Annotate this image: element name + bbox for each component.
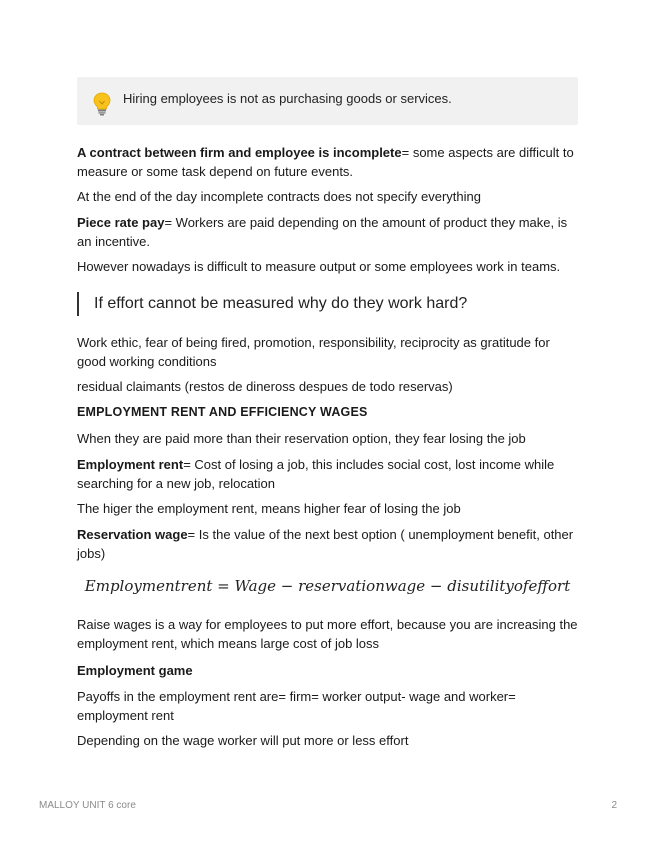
blockquote: If effort cannot be measured why do they work hard? xyxy=(77,292,467,316)
paragraph-higher: The higer the employment rent, means higher fear of losing the job xyxy=(77,501,461,516)
callout-text: Hiring employees is not as purchasing goods or services. xyxy=(123,90,452,106)
paragraph-depending: Depending on the wage worker will put more or less effort xyxy=(77,733,409,748)
tip-callout xyxy=(77,77,578,125)
subheading-employment-game: Employment game xyxy=(77,663,193,678)
definition-text: = Workers are paid depending on the amount of product they make, is an incentive. xyxy=(77,215,568,249)
paragraph-residual: residual claimants (restos de dineross despues de todo reservas) xyxy=(77,379,453,394)
definition-text: = Cost of losing a job, this includes social cost, lost income while searching for a new job, relocation xyxy=(77,457,555,491)
paragraph-piece-rate xyxy=(77,213,578,251)
math-formula: Employmentrent = Wage − reservationwage − disutilityofeffort xyxy=(84,577,571,595)
paragraph-however: However nowadays is difficult to measure output or some employees work in teams. xyxy=(77,259,561,274)
document-page xyxy=(77,77,578,748)
definition-text: = Is the value of the next best option ( unemployment benefit, other jobs) xyxy=(77,527,574,561)
term-piece-rate: Piece rate pay xyxy=(77,215,165,230)
section-heading: EMPLOYMENT RENT AND EFFICIENCY WAGES xyxy=(77,405,368,419)
paragraph-contract xyxy=(77,143,578,181)
paragraph-work-ethic: Work ethic, fear of being fired, promotion, responsibility, reciprocity as gratitude for good working conditions xyxy=(77,335,550,369)
footer-title: MALLOY UNIT 6 core xyxy=(39,800,136,811)
paragraph-employment-rent xyxy=(77,455,578,493)
term-employment-rent: Employment rent xyxy=(77,457,184,472)
paragraph-payoffs: Payoffs in the employment rent are= firm= worker output- wage and worker= employment rent xyxy=(77,689,516,723)
paragraph-end-of-day: At the end of the day incomplete contracts does not specify everything xyxy=(77,189,481,204)
paragraph-reservation-wage xyxy=(77,525,578,563)
term-incomplete-contract: A contract between firm and employee is incomplete xyxy=(77,145,402,160)
paragraph-when-paid: When they are paid more than their reservation option, they fear losing the job xyxy=(77,431,526,446)
page-number: 2 xyxy=(611,800,617,811)
term-reservation-wage: Reservation wage xyxy=(77,527,188,542)
lightbulb-icon xyxy=(91,91,113,117)
paragraph-raise: Raise wages is a way for employees to put more effort, because you are increasing the employment rent, which means large cost of job loss xyxy=(77,617,578,651)
definition-text: = some aspects are difficult to measure or some task depend on future events. xyxy=(77,145,574,179)
